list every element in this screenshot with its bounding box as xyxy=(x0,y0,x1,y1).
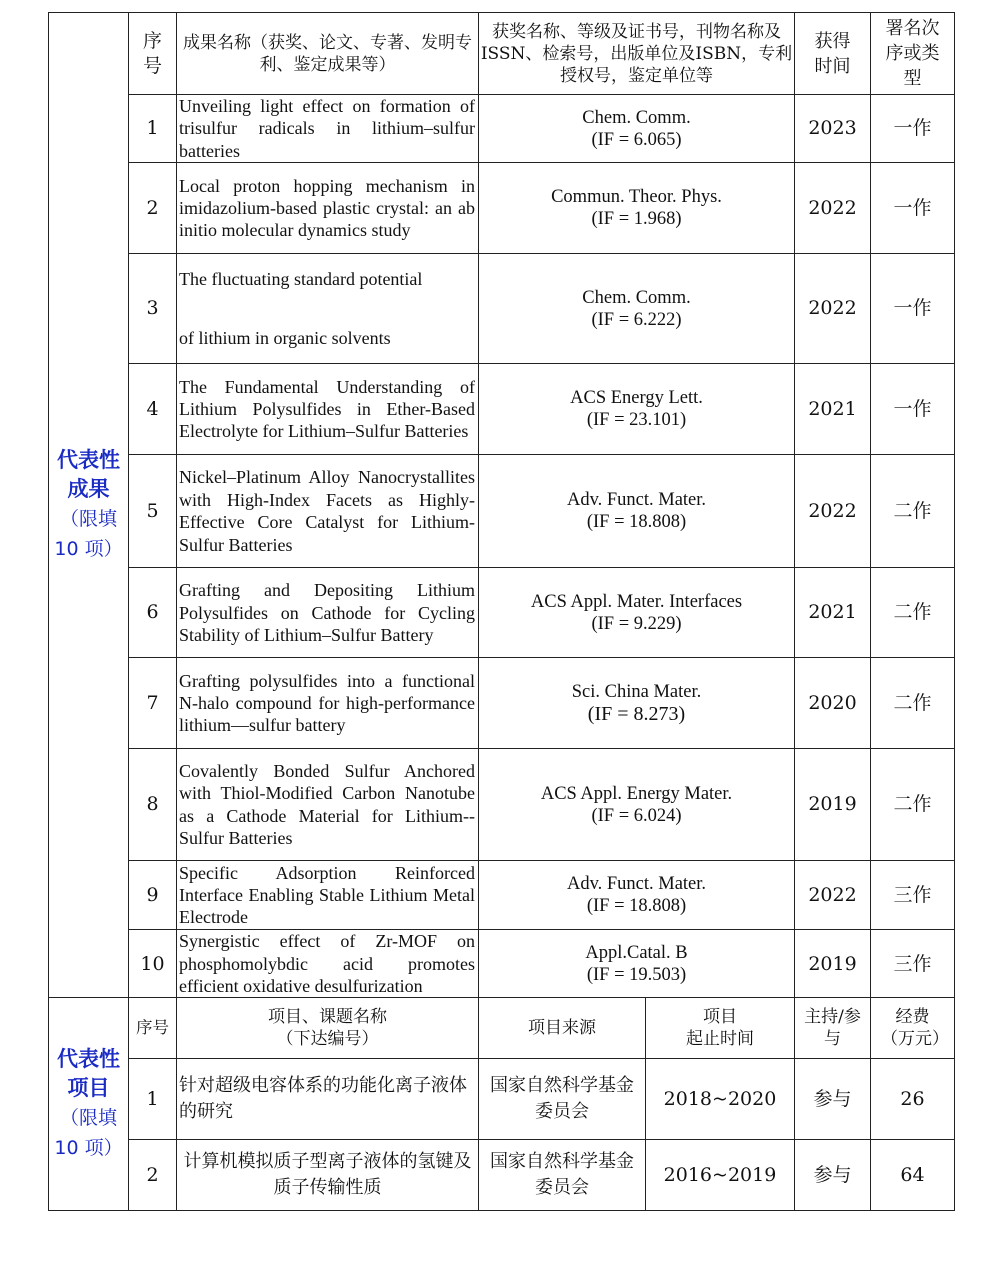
impact-factor: (IF = 6.065) xyxy=(591,129,682,150)
row-index: 2 xyxy=(129,163,177,254)
header-project-index: 序号 xyxy=(129,998,177,1059)
publication-cell xyxy=(479,861,795,930)
impact-factor: (IF = 19.503) xyxy=(586,964,687,985)
achievement-year: 2021 xyxy=(795,364,871,455)
project-source: 国家自然科学基金委员会 xyxy=(479,1059,646,1140)
achievement-title xyxy=(177,254,479,364)
journal-name: Chem. Comm. xyxy=(582,287,691,308)
achievement-title: Local proton hopping mechanism in imidazolium-based plastic crystal: an ab initio molecular dynamics study xyxy=(177,163,479,254)
header-achievement-detail: 获奖名称、等级及证书号，刊物名称及ISSN、检索号，出版单位及ISBN，专利授权号，鉴定单位等 xyxy=(479,13,795,95)
journal-name: Adv. Funct. Mater. xyxy=(566,490,707,511)
achievement-title: The Fundamental Understanding of Lithium Polysulfides in Ether-Based Electrolyte for Lithium–Sulfur Batteries xyxy=(177,364,479,455)
journal-name: Appl.Catal. B xyxy=(585,942,688,963)
author-order: 一作 xyxy=(871,95,955,163)
publication-cell xyxy=(479,455,795,568)
table-row xyxy=(49,1140,955,1211)
journal-name: Chem. Comm. xyxy=(582,107,691,128)
project-name: 计算机模拟质子型离子液体的氢键及质子传输性质 xyxy=(177,1140,479,1211)
table-row xyxy=(49,364,955,455)
project-name: 针对超级电容体系的功能化离子液体的研究 xyxy=(177,1059,479,1140)
achievement-year: 2022 xyxy=(795,861,871,930)
achievement-year: 2019 xyxy=(795,930,871,998)
author-order: 三作 xyxy=(871,930,955,998)
header-index: 序号 xyxy=(129,13,177,95)
journal-name: Adv. Funct. Mater. xyxy=(566,874,707,895)
achievements-table xyxy=(48,12,955,1211)
project-index: 1 xyxy=(129,1059,177,1140)
achievement-year: 2023 xyxy=(795,95,871,163)
achievements-section-label: 代表性 成果 （限填 10 项） xyxy=(49,13,129,998)
achievement-title: Specific Adsorption Reinforced Interface Enabling Stable Lithium Metal Electrode xyxy=(177,861,479,930)
author-order: 一作 xyxy=(871,364,955,455)
row-index: 3 xyxy=(129,254,177,364)
header-project-funding: 经费（万元） xyxy=(871,998,955,1059)
project-source: 国家自然科学基金委员会 xyxy=(479,1140,646,1211)
impact-factor: (IF = 18.808) xyxy=(586,896,687,917)
table-row xyxy=(49,254,955,364)
author-order: 三作 xyxy=(871,861,955,930)
project-funding: 64 xyxy=(871,1140,955,1211)
publication-cell xyxy=(479,163,795,254)
publication-cell xyxy=(479,95,795,163)
author-order: 二作 xyxy=(871,568,955,658)
author-order: 二作 xyxy=(871,658,955,749)
project-role: 参与 xyxy=(795,1140,871,1211)
achievement-title: Nickel–Platinum Alloy Nanocrystallites with High-Index Facets as Highly-Effective Core Catalyst for Lithium-Sulfur Batteries xyxy=(177,455,479,568)
achievement-year: 2021 xyxy=(795,568,871,658)
header-author-order: 署名次序或类型 xyxy=(871,13,955,95)
publication-cell xyxy=(479,930,795,998)
projects-section-label: 代表性 项目 （限填 10 项） xyxy=(49,998,129,1211)
header-project-source: 项目来源 xyxy=(479,998,646,1059)
table-row xyxy=(49,749,955,861)
journal-name: Sci. China Mater. xyxy=(571,681,702,702)
project-funding: 26 xyxy=(871,1059,955,1140)
row-index: 7 xyxy=(129,658,177,749)
publication-cell xyxy=(479,749,795,861)
achievement-year: 2022 xyxy=(795,455,871,568)
project-period: 2016~2019 xyxy=(646,1140,795,1211)
publication-cell xyxy=(479,254,795,364)
row-index: 5 xyxy=(129,455,177,568)
impact-factor: (IF = 8.273) xyxy=(587,702,686,725)
impact-factor: (IF = 9.229) xyxy=(591,613,682,634)
row-index: 9 xyxy=(129,861,177,930)
row-index: 8 xyxy=(129,749,177,861)
achievement-title: Unveiling light effect on formation of trisulfur radicals in lithium–sulfur batteries xyxy=(177,95,479,163)
table-row xyxy=(49,1059,955,1140)
row-index: 10 xyxy=(129,930,177,998)
achievement-year: 2022 xyxy=(795,163,871,254)
journal-name: Commun. Theor. Phys. xyxy=(551,187,722,208)
author-order: 一作 xyxy=(871,163,955,254)
project-period: 2018~2020 xyxy=(646,1059,795,1140)
impact-factor: (IF = 6.024) xyxy=(591,805,682,826)
achievement-year: 2022 xyxy=(795,254,871,364)
table-row xyxy=(49,163,955,254)
table-row xyxy=(49,568,955,658)
row-index: 6 xyxy=(129,568,177,658)
journal-name: ACS Energy Lett. xyxy=(570,388,703,409)
achievement-title-line2: of lithium in organic solvents xyxy=(179,328,391,349)
achievement-title: Synergistic effect of Zr-MOF on phosphomolybdic acid promotes efficient oxidative desulfurization xyxy=(177,930,479,998)
row-index: 4 xyxy=(129,364,177,455)
table-row xyxy=(49,95,955,163)
table-row xyxy=(49,455,955,568)
author-order: 一作 xyxy=(871,254,955,364)
publication-cell xyxy=(479,568,795,658)
achievement-title: Grafting polysulfides into a functional N-halo compound for high-performance lithium—sulfur battery xyxy=(177,658,479,749)
author-order: 二作 xyxy=(871,749,955,861)
author-order: 二作 xyxy=(871,455,955,568)
achievement-title: Grafting and Depositing Lithium Polysulfides on Cathode for Cycling Stability of Lithium–Sulfur Battery xyxy=(177,568,479,658)
achievement-year: 2020 xyxy=(795,658,871,749)
achievement-title-line1: The fluctuating standard potential xyxy=(179,269,423,290)
table-row xyxy=(49,658,955,749)
achievement-title: Covalently Bonded Sulfur Anchored with Thiol-Modified Carbon Nanotube as a Cathode Material for Lithium--Sulfur Batteries xyxy=(177,749,479,861)
publication-cell xyxy=(479,658,795,749)
header-project-role: 主持/参与 xyxy=(795,998,871,1059)
table-row xyxy=(49,930,955,998)
row-index: 1 xyxy=(129,95,177,163)
header-obtained-time: 获得时间 xyxy=(795,13,871,95)
project-role: 参与 xyxy=(795,1059,871,1140)
publication-cell xyxy=(479,364,795,455)
impact-factor: (IF = 18.808) xyxy=(586,512,687,533)
header-project-period: 项目 起止时间 xyxy=(646,998,795,1059)
table-row xyxy=(49,861,955,930)
impact-factor: (IF = 23.101) xyxy=(586,410,687,431)
achievement-year: 2019 xyxy=(795,749,871,861)
impact-factor: (IF = 1.968) xyxy=(591,209,682,230)
header-achievement-name: 成果名称（获奖、论文、专著、发明专利、鉴定成果等） xyxy=(177,13,479,95)
journal-name: ACS Appl. Mater. Interfaces xyxy=(530,591,743,612)
impact-factor: (IF = 6.222) xyxy=(591,309,682,330)
header-project-name: 项目、课题名称 （下达编号） xyxy=(177,998,479,1059)
project-index: 2 xyxy=(129,1140,177,1211)
journal-name: ACS Appl. Energy Mater. xyxy=(540,783,733,804)
